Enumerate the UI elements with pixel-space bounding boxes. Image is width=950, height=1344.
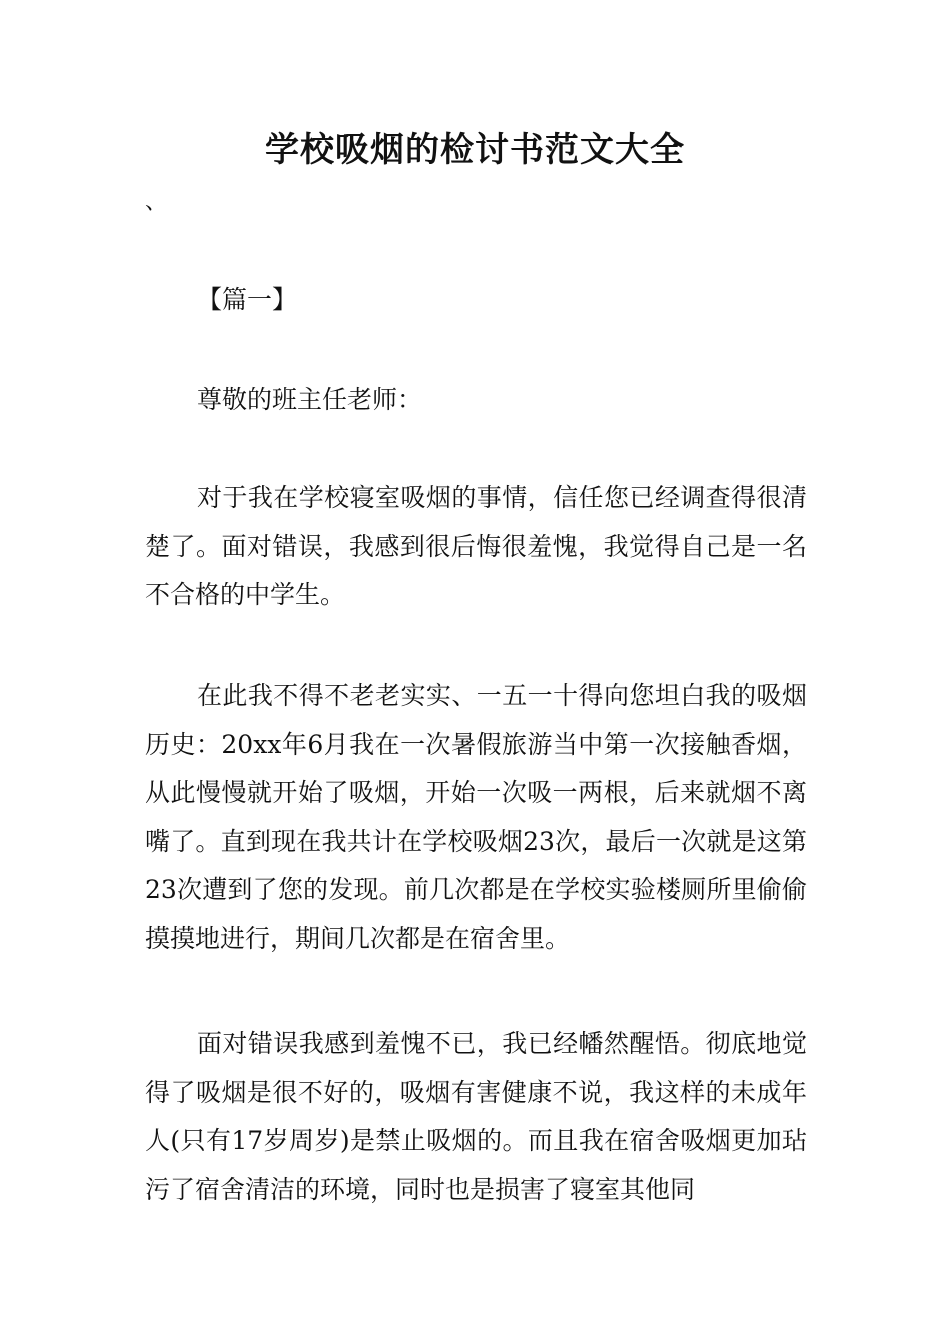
paragraph-3: 面对错误我感到羞愧不已，我已经幡然醒悟。彻底地觉得了吸烟是很不好的，吸烟有害健康不说，我这样的未成年人(只有17岁周岁)是禁止吸烟的。而且我在宿舍吸烟更加玷污了宿舍清洁的环境，同时也是损害了寝室其他同 bbox=[145, 1029, 807, 1204]
salutation: 尊敬的班主任老师： bbox=[197, 385, 423, 414]
stray-mark: 、 bbox=[145, 190, 168, 215]
document-title: 学校吸烟的检讨书范文大全 bbox=[265, 130, 685, 170]
paragraph-2: 在此我不得不老老实实、一五一十得向您坦白我的吸烟历史：20xx年6月我在一次暑假旅游当中第一次接触香烟，从此慢慢就开始了吸烟，开始一次吸一两根，后来就烟不离嘴了。直到现在我共计在学校吸烟23次，最后一次就是这第23次遭到了您的发现。前几次都是在学校实验楼厕所里偷偷摸摸地进行，期间几次都是在宿舍里。 bbox=[145, 681, 807, 953]
section-heading: 【篇一】 bbox=[197, 285, 298, 314]
paragraph-1: 对于我在学校寝室吸烟的事情，信任您已经调查得很清楚了。面对错误，我感到很后悔很羞愧，我觉得自己是一名不合格的中学生。 bbox=[145, 483, 807, 609]
